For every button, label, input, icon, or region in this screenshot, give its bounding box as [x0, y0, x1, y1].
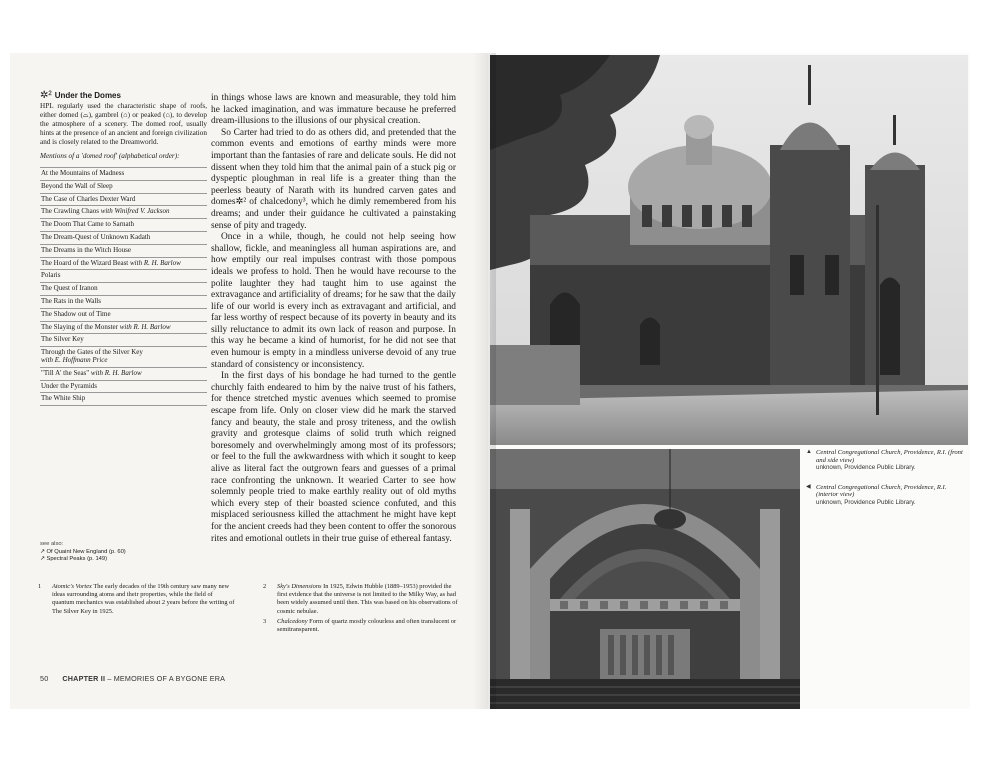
sidebar-heading-text: Under the Domes: [54, 91, 121, 100]
footnote-column: [263, 583, 461, 636]
dome-mark-icon: ✲²: [40, 90, 52, 101]
paragraph: in things whose laws are known and measurable, they told him he lacked imagination, and was immature because he preferred dream-illusions to the illusions of our physical creation.: [211, 93, 456, 127]
paragraph: So Carter had tried to do as others did, and pretended that the common events and emotions of earthy minds were more important than the fantasies of rare and delicate souls. He did not dissent when they told him that the animal pain of a stuck pig or dyspeptic ploughman in real life is a greater thing than the peerless beauty of Narath with its hundred carven gates and domes✲² of chalcedony³, which he dimly remembered from his dreams; and under their guidance he cultivated a painstaking sense of pity and tragedy.: [211, 127, 456, 231]
paragraph: In the first days of his bondage he had turned to the gentle churchly faith endeared to him by the naive trust of his fathers, for thence stretched mystic avenues which seemed to promise escape from life. Only on closer view did he mark the starved fancy and beauty, the stale and prosy triteness, and the owlish gravity and grotesque claims of solid truth which reigned boresomely and overwhelmingly among most of its professors; or feel to the full the awkwardness with which it sought to keep alive as literal fact the outgrown fears and guesses of a primal race confronting the unknown. It wearied Carter to see how solemnly people tried to make earthly reality out of old myths which every step of their boasted science confuted, and this misplaced seriousness killed the attachment he might have kept for the ancient creeds had they been content to offer the sonorous rites and emotional outlets in their true guise of ethereal fantasy.: [211, 371, 456, 544]
story-list-item: At the Mountains of Madness: [40, 168, 207, 181]
paragraph: Once in a while, though, he could not help seeing how shallow, fickle, and meaningless all human aspirations are, and how emptily our real impulses contrast with those pompous ideals we profess to hold. Then he would have recourse to the polite laughter they had taught him to use against the extravagance and artificiality of dreams; for he saw that the daily life of our world is every inch as extravagant and artificial, and far less worthy of respect because of its poverty in beauty and its silly reluctance to admit its own lack of reason and purpose. In this way he became a kind of humorist, for he did not see that even humour is empty in a mindless universe devoid of any true standard of consistency or inconsistency.: [211, 232, 456, 370]
left-page: [10, 53, 488, 709]
footnote: 1 Atomic's Vortex The early decades of the 19th century saw many new ideas surrounding atoms and their properties, while the field of quantum mechanics was established about 2 years before the writing of The Silver Key in 1925.: [38, 583, 235, 615]
main-body-text: [211, 93, 456, 545]
story-list-item: Beyond the Wall of Sleep: [40, 181, 207, 194]
story-list-item: The Dreams in the Witch House: [40, 245, 207, 258]
story-list-item: The Hoard of the Wizard Beast with R. H. Barlow: [40, 258, 207, 271]
sidebar-box: [40, 91, 207, 406]
up-arrow-icon: ▲: [806, 449, 812, 455]
church-interior-photo: [490, 449, 800, 709]
story-list-item: The Crawling Chaos with Winifred V. Jackson: [40, 206, 207, 219]
page-number: 50: [40, 674, 49, 683]
sidebar-heading: [40, 91, 207, 100]
story-list-item: Polaris: [40, 270, 207, 283]
story-list-item: The Silver Key: [40, 334, 207, 347]
story-list: [40, 167, 207, 406]
photo-captions: [806, 449, 966, 519]
see-also: [40, 541, 210, 564]
story-list-item: The Dream-Quest of Unknown Kadath: [40, 232, 207, 245]
footnote: 2 Sky's Dimensions In 1925, Edwin Hubble (1889–1953) provided the first evidence that the universe is not limited to the Milky Way, as had been widely assumed until then. This was based on his observations of cosmic nebulae.: [263, 583, 458, 615]
church-exterior-photo: [490, 55, 968, 445]
page-footer: [40, 674, 225, 683]
story-list-item: The Case of Charles Dexter Ward: [40, 194, 207, 207]
story-list-item: The Rats in the Walls: [40, 296, 207, 309]
story-list-item: The Slaying of the Monster with R. H. Barlow: [40, 322, 207, 335]
see-also-label: see also:: [40, 541, 64, 547]
story-list-item: The Quest of Iranon: [40, 283, 207, 296]
story-list-item: The White Ship: [40, 393, 207, 406]
book-spread: [10, 53, 970, 709]
book-gutter-shadow: [472, 53, 496, 709]
sidebar-mentions-label: Mentions of a 'domed roof' (alphabetical order):: [40, 152, 180, 160]
story-list-item: The Shadow out of Time: [40, 309, 207, 322]
story-list-item: "Till A' the Seas" with R. H. Barlow: [40, 368, 207, 381]
see-also-link[interactable]: ↗ Of Quaint New England (p. 60): [40, 548, 126, 555]
story-list-item: The Doom That Came to Sarnath: [40, 219, 207, 232]
story-list-item: Through the Gates of the Silver Key with E. Hoffmann Price: [40, 347, 207, 368]
left-arrow-icon: ◀: [806, 483, 811, 490]
see-also-link[interactable]: ↗ Spectral Peaks (p. 149): [40, 556, 108, 562]
chapter-running-head: CHAPTER II – MEMORIES OF A BYGONE ERA: [62, 674, 226, 683]
caption-interior: ◀ Central Congregational Church, Providence, R.I. (interior view) unknown, Providence Public Library.: [806, 483, 947, 506]
story-list-item: Under the Pyramids: [40, 381, 207, 394]
footnote-column: [38, 583, 236, 618]
caption-exterior: ▲ Central Congregational Church, Providence, R.I. (front and side view) unknown, Providence Public Library.: [806, 449, 963, 472]
right-page: [488, 53, 970, 709]
sidebar-intro: HPL regularly used the characteristic shape of roofs, either domed (⌓), gambrel (⌂) or peaked (⌂), to develop the atmosphere of a scenery. The domed roof, usually hints at the presence of an ancient and foreign civilization and is closely related to the Dreamworld.: [40, 102, 207, 146]
footnote: 3 Chalcedony Form of quartz mostly colourless and often translucent or semitransparent.: [263, 617, 457, 634]
